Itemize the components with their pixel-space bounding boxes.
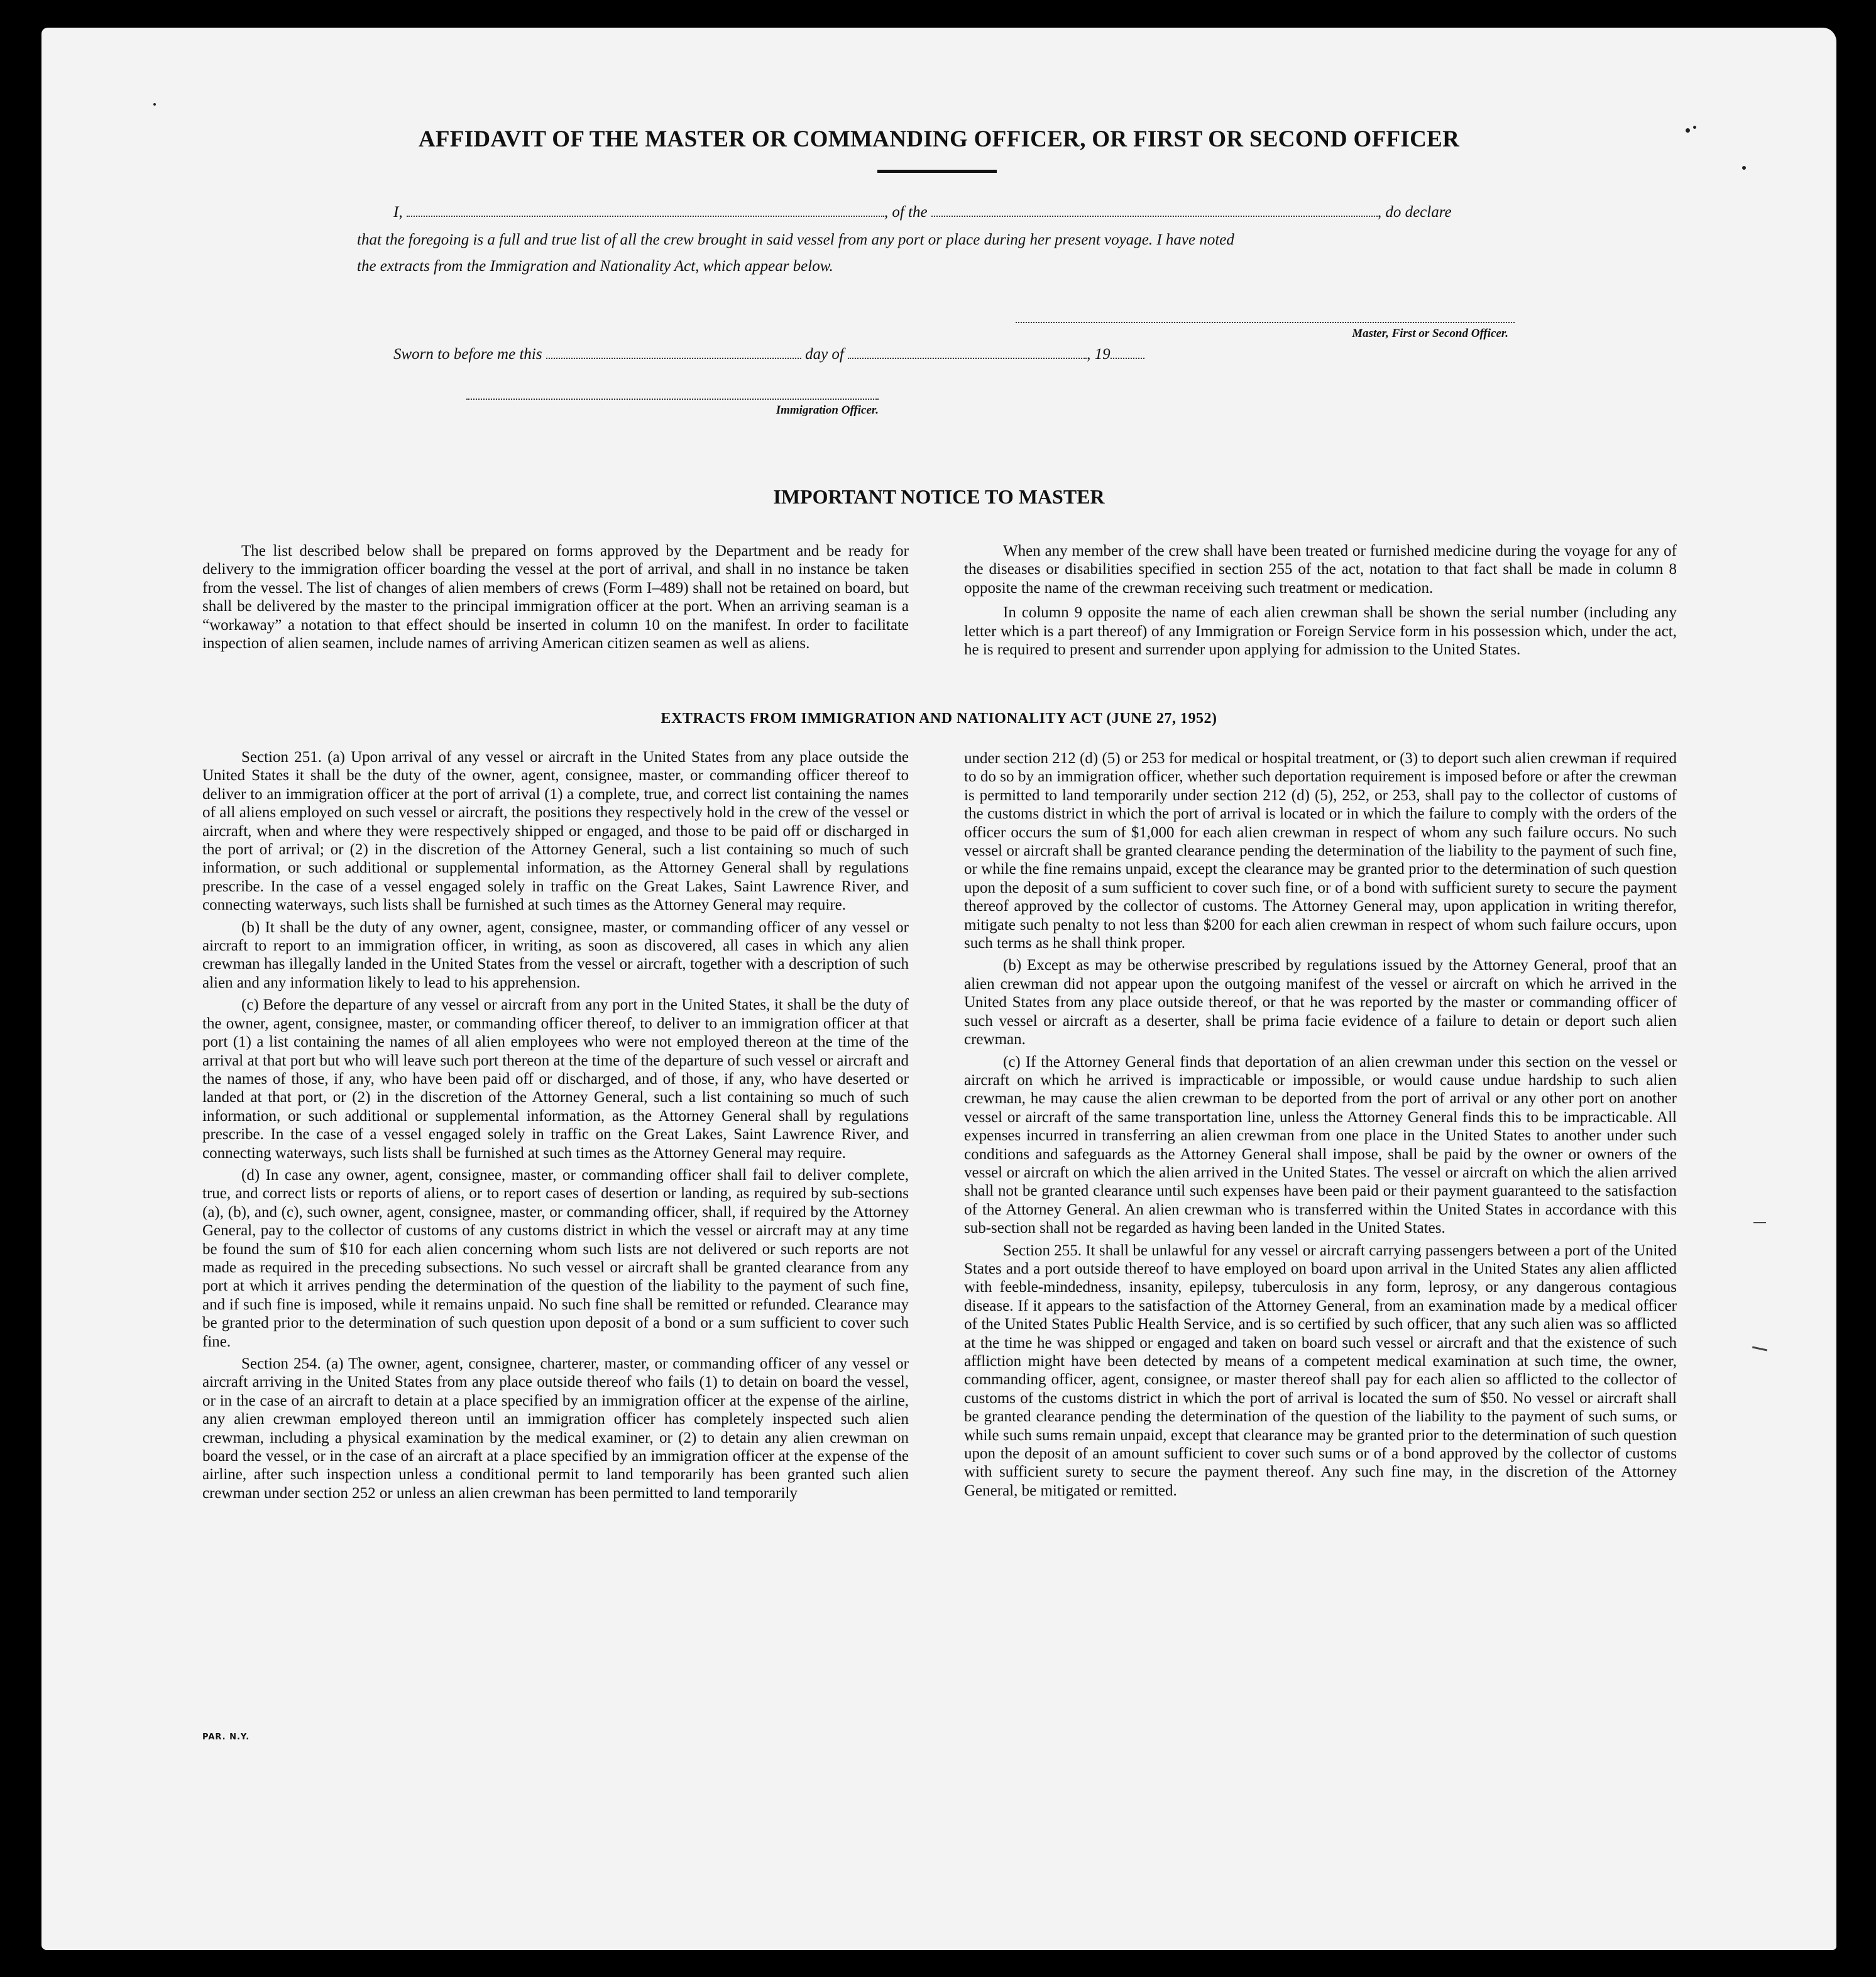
master-signature-caption: Master, First or Second Officer. bbox=[1352, 327, 1508, 340]
printer-mark: PAR. N.Y. bbox=[202, 1732, 250, 1742]
scan-speck bbox=[153, 103, 156, 106]
section-254-c: (c) If the Attorney General finds that deportation of an alien crewman under this section on the vessel or aircraft on which he arrived is impracticable or impossible, or would cause undue hardship to such alien crewman, he may cause the alien crewman to be deported from the port of arrival or any other port on another vessel or aircraft of the same transportation line, unless the Attorney General finds this to be impracticable. All expenses incurred in transferring an alien crewman from one place in the United States to another under such conditions and safeguards as the Attorney General shall impose, shall be paid by the owner or owners of the vessel or aircraft on which the alien arrived in the United States. The vessel or aircraft on which the alien arrived shall not be granted clearance until such expenses have been paid or their payment guaranteed to the satisfaction of the Attorney General. An alien crewman who is transferred within the United States in accordance with this sub-section shall not be regarded as having been landed in the United States. bbox=[964, 1053, 1677, 1237]
notice-right-paragraph-1: When any member of the crew shall have been treated or furnished medicine during the voyage for any of the diseases or disabilities specified in section 255 of the act, notation to that fact shall be made in column 8 opposite the name of the crewman receiving such treatment or medication. bbox=[964, 542, 1677, 597]
immigration-officer-signature-line[interactable] bbox=[466, 399, 879, 400]
section-251-a: Section 251. (a) Upon arrival of any vessel or aircraft in the United States from any place outside the United States it shall be the duty of the owner, agent, consignee, master, or commanding officer thereof to deliver to an immigration officer at the port of arrival (1) a complete, true, and correct list containing the names of all aliens employed on such vessel or aircraft, the positions they respectively hold in the crew of the vessel or aircraft, when and where they were respectively shipped or engaged, and those to be paid off or discharged in the port of arrival; or (2) in the discretion of the Attorney General, such a list containing so much of such information, or such additional or supplemental information, as the Attorney General shall by regulations prescribe. In the case of a vessel engaged solely in traffic on the Great Lakes, Saint Lawrence River, and connecting waterways, such lists shall be furnished at such times as the Attorney General may require. bbox=[202, 749, 909, 914]
notice-right-paragraph-2: In column 9 opposite the name of each alien crewman shall be shown the serial number (including any letter which is a part thereof) of any Immigration or Foreign Service form in his possession which, under the act, he is required to present and surrender upon applying for admission to the United States. bbox=[964, 604, 1677, 659]
notice-heading: IMPORTANT NOTICE TO MASTER bbox=[773, 485, 1105, 508]
sworn-line bbox=[393, 346, 1144, 363]
section-254-a: Section 254. (a) The owner, agent, consignee, charterer, master, or commanding officer of any vessel or aircraft arriving in the United States from any place outside thereof who fails (1) to detain on board the vessel, or in the case of an aircraft to detain at a place specified by an immigration officer at the expense of the airline, any alien crewman employed thereon until an immigration officer has completely inspected such alien crewman, including a physical examination by the medical examiner, or (2) to detain any alien crewman on board the vessel, or in the case of an aircraft at a place specified by an immigration officer at the expense of the airline, after such inspection unless a conditional permit to land temporarily has been granted such alien crewman under section 252 or unless an alien crewman has been permitted to land temporarily bbox=[202, 1355, 909, 1502]
scan-mark bbox=[1753, 1222, 1766, 1223]
affidavit-i-label: I, bbox=[393, 204, 403, 221]
section-254-b: (b) Except as may be otherwise prescribed by regulations issued by the Attorney General, proof that an alien crewman did not appear upon the outgoing manifest of the vessel or aircraft on which he arrived in the United States from any place outside thereof, or that he was reported by the master or commanding officer of such vessel or aircraft as a deserter, shall be prima facie evidence of a failure to detain or deport such alien crewman. bbox=[964, 957, 1677, 1049]
sworn-year-prefix: , 19 bbox=[1087, 346, 1111, 363]
extracts-heading: EXTRACTS FROM IMMIGRATION AND NATIONALITY ACT (JUNE 27, 1952) bbox=[661, 710, 1217, 727]
notice-right-column bbox=[964, 542, 1677, 663]
vessel-name-field[interactable] bbox=[931, 204, 1378, 217]
section-255: Section 255. It shall be unlawful for any vessel or aircraft carrying passengers between a port of the United States and a port outside thereof to have employed on board upon arrival in the United States any alien afflicted with feeble-mindedness, insanity, epilepsy, tuberculosis in any form, leprosy, or any dangerous contagious disease. If it appears to the satisfaction of the Attorney General, from an examination made by a medical officer of the United States Public Health Service, and is so certified by such officer, that any such alien was so afflicted at the time he was shipped or engaged and taken on board such vessel or aircraft and that the existence of such affliction might have been detected by means of a competent medical examination at such time, the owner, commanding officer, agent, consignee, or master thereof shall pay for each alien so afflicted to the collector of customs of the customs district in which the port of arrival is located the sum of $50. No vessel or aircraft shall be granted clearance pending the determination of the question of the liability to the payment of such sums, or while such sums remain unpaid, except that clearance may be granted prior to the determination of such question upon the deposit of an amount sufficient to cover such sums or of a bond approved by the collector of customs with sufficient surety to secure the payment thereof. Any such fine may, in the discretion of the Attorney General, be mitigated or remitted. bbox=[964, 1242, 1677, 1499]
notice-left-paragraph: The list described below shall be prepared on forms approved by the Department and be ready for delivery to the immigration officer boarding the vessel at the port of arrival, and shall in no instance be taken from the vessel. The list of changes of alien members of crews (Form I–489) shall not be retained on board, but shall be delivered by the master to the principal immigration officer at the port. When an arriving seaman is a “workaway” a notation to that effect should be inserted in column 10 on the manifest. In order to facilitate inspection of alien seamen, include names of arriving American citizen seamen as well as aliens. bbox=[202, 542, 909, 653]
scan-mark bbox=[1752, 1346, 1767, 1352]
affidavit-do-declare-label: , do declare bbox=[1377, 204, 1452, 221]
affidavit-line-1 bbox=[393, 204, 1452, 221]
extracts-right-column bbox=[964, 749, 1677, 1504]
master-signature-line[interactable] bbox=[1016, 322, 1515, 323]
extracts-left-column bbox=[202, 748, 909, 1506]
affidavit-title: AFFIDAVIT OF THE MASTER OR COMMANDING OFFICER, OR FIRST OR SECOND OFFICER bbox=[418, 126, 1460, 152]
section-254-a-continued: under section 212 (d) (5) or 253 for medical or hospital treatment, or (3) to deport such alien crewman if required to do so by an immigration officer, whether such deportation requirement is imposed before or after the crewman is permitted to land temporarily under section 212 (d) (5), 252, or 253, shall pay to the collector of customs of the customs district in which the port of arrival is located or in which the failure to comply with the orders of the officer occurs the sum of $1,000 for each alien crewman in respect of whom any such failure occurs. No such vessel or aircraft shall be granted clearance pending the determination of the liability to the payment of such fine, or while the fine remains unpaid, except the clearance may be granted prior to the determination of such question upon the deposit of a sum sufficient to cover such fine, or of a bond with sufficient surety to secure the payment thereof approved by the collector of customs. The Attorney General may, upon application in writing therefor, mitigate such penalty to not less than $200 for each alien crewman in respect of whom such failure occurs, upon such terms as he shall think proper. bbox=[964, 750, 1677, 952]
affidavit-line-2: that the foregoing is a full and true list of all the crew brought in said vessel from any port or place during her present voyage. I have noted bbox=[357, 231, 1234, 248]
sworn-prefix-label: Sworn to before me this bbox=[393, 346, 542, 363]
notice-left-column bbox=[202, 542, 909, 656]
scan-speck bbox=[1693, 126, 1696, 129]
section-251-c: (c) Before the departure of any vessel or aircraft from any port in the United States, it shall be the duty of the owner, agent, consignee, master, or commanding officer thereof, to deliver to an immigration officer at that port (1) a list containing the names of all alien employees who were not employed thereon at the time of the arrival at that port but who will leave such port thereon at the time of the departure of such vessel or aircraft and the names of those, if any, who have been paid off or discharged, and of those, if any, who have deserted or landed at that port, or (2) in the discretion of the Attorney General, such a list containing so much of such information, or such additional or supplemental information, as the Attorney General shall by regulations prescribe. In the case of a vessel engaged solely in traffic on the Great Lakes, Saint Lawrence River, and connecting waterways, such lists shall be furnished at such times as the Attorney General may require. bbox=[202, 996, 909, 1162]
affidavit-of-the-label: , of the bbox=[884, 204, 928, 221]
sworn-day-of-label: day of bbox=[805, 346, 844, 363]
affidavit-line-3: the extracts from the Immigration and Nationality Act, which appear below. bbox=[357, 258, 833, 275]
document-sheet bbox=[41, 28, 1836, 1950]
sworn-day-number-field[interactable] bbox=[546, 346, 801, 359]
title-rule bbox=[877, 170, 997, 173]
scan-speck bbox=[1686, 128, 1690, 133]
immigration-officer-caption: Immigration Officer. bbox=[776, 404, 879, 417]
section-251-b: (b) It shall be the duty of any owner, agent, consignee, master, or commanding officer of any vessel or aircraft to report to an immigration officer, in writing, as soon as discovered, all cases in which any alien crewman has illegally landed in the United States from the vessel or aircraft, together with a description of such alien and any information likely to lead to his apprehension. bbox=[202, 918, 909, 991]
sworn-year-field[interactable] bbox=[1111, 346, 1144, 359]
declarant-name-field[interactable] bbox=[407, 204, 884, 217]
section-251-d: (d) In case any owner, agent, consignee, master, or commanding officer shall fail to deliver complete, true, and correct lists or reports of aliens, or to report cases of desertion or landing, as required by sub-sections (a), (b), and (c), such owner, agent, consignee, master, or commanding officer, shall, if required by the Attorney General, pay to the collector of customs of any customs district in which the vessel or aircraft may at any time be found the sum of $10 for each alien concerning whom such lists are not delivered or such reports are not made as required in the preceding subsections. No such vessel or aircraft shall be granted clearance from any port at which it arrives pending the determination of the question of the liability to the payment of such fine, and if such fine is imposed, while it remains unpaid. No such fine shall be remitted or refunded. Clearance may be granted prior to the determination of such question upon deposit of a bond or a sum sufficient to cover such fine. bbox=[202, 1166, 909, 1350]
sworn-month-field[interactable] bbox=[848, 346, 1087, 359]
scan-speck bbox=[1742, 166, 1746, 170]
